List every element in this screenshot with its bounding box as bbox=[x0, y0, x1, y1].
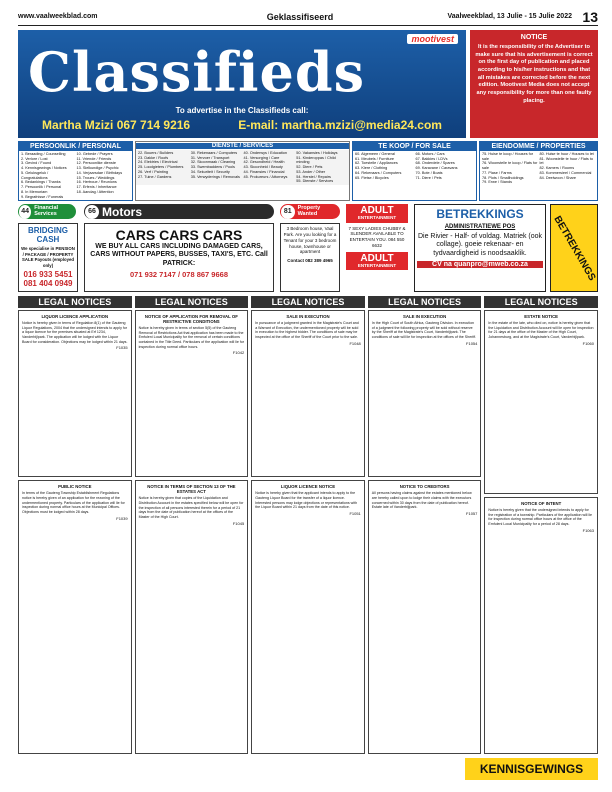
category-item: 78. Plots / Smallholdings bbox=[482, 175, 524, 180]
banner-phone[interactable]: Martha Mzizi 067 714 9216 bbox=[42, 118, 191, 132]
category-services-title: DIENSTE / SERVICES bbox=[136, 143, 349, 149]
category-list bbox=[482, 152, 538, 185]
notice-ref: F1039 bbox=[116, 515, 128, 521]
category-item: 32. Skoonmaak / Cleaning bbox=[190, 160, 236, 165]
notice-box bbox=[135, 480, 249, 754]
category-item: 51. Kinderoppas / Child minding bbox=[296, 155, 336, 165]
category-item: 45. Prokureurs / Attorneys bbox=[243, 174, 288, 179]
category-item: 4. Kennisgewings / Notices bbox=[21, 166, 67, 171]
category-item: 82. Kamers / Rooms bbox=[539, 166, 575, 171]
category-item: 76. Woonstelle te koop / Flats for sale bbox=[482, 161, 538, 171]
notice-ref: F1035 bbox=[116, 345, 128, 351]
property-ad bbox=[280, 223, 340, 292]
category-item: 65. Fietse / Bicycles bbox=[355, 175, 389, 180]
legal-notices bbox=[18, 310, 598, 754]
notice-ref: F1051 bbox=[349, 511, 361, 517]
ad-phone[interactable]: 016 933 5451 bbox=[23, 270, 73, 280]
notice-text: In terms of the Gauteng Township Establishment Regulations notice is hereby given of an application for the rezoning of the undermentioned property. Particulars of the application will lie for inspection during normal office hours at the Municipal Offices. Objections must be lodged within 28 days. bbox=[22, 491, 125, 515]
website-url[interactable]: www.vaalweekblad.com bbox=[18, 13, 98, 20]
notice-box bbox=[18, 480, 132, 754]
motors-header bbox=[84, 204, 274, 219]
category-item: 23. Dakke / Roofs bbox=[138, 155, 169, 160]
category-item: 80. Huise te huur / Houses to let bbox=[539, 152, 594, 156]
ad-subtitle: ADMINISTRATIEWE POS bbox=[444, 224, 516, 230]
legal-notices-label: LEGAL NOTICES bbox=[18, 296, 132, 308]
legal-notices-label: LEGAL NOTICES bbox=[251, 296, 365, 308]
category-for-sale bbox=[352, 141, 477, 201]
category-list bbox=[355, 152, 414, 180]
betrekkings-ad bbox=[414, 204, 546, 292]
notice-ref: F1063 bbox=[582, 527, 594, 533]
category-list bbox=[21, 152, 75, 199]
category-item: 10. Gebede / Prayers bbox=[76, 152, 113, 156]
category-list bbox=[191, 151, 242, 184]
category-item: 12. Persoonlike dienste bbox=[76, 161, 116, 166]
category-item: 17. Erfenis / Inheritance bbox=[76, 185, 117, 190]
category-services bbox=[135, 141, 350, 201]
category-item: 79. Erwe / Stands bbox=[482, 180, 512, 185]
category-item: 67. Bakkies / LDVs bbox=[415, 156, 448, 161]
notice-box bbox=[484, 497, 598, 754]
category-item: 44. Finansies / Financial bbox=[243, 169, 285, 174]
category-list bbox=[244, 151, 295, 184]
page-number: 13 bbox=[582, 8, 598, 25]
category-item: 13. Sielkundige / Psychic bbox=[76, 166, 119, 171]
category-list bbox=[296, 151, 347, 184]
category-item: 24. Elektries / Electrical bbox=[138, 160, 178, 165]
notice-title: NOTICE IN TERMS OF SECTION 13 OF THE ESTATES ACT bbox=[147, 484, 236, 495]
page-header bbox=[18, 8, 598, 26]
category-item: 15. Troues / Weddings bbox=[76, 175, 115, 180]
category-personal-title: PERSOONLIK / PERSONAL bbox=[19, 142, 132, 151]
category-list bbox=[77, 152, 131, 199]
ad-title: CARS CARS CARS bbox=[115, 227, 243, 243]
legal-notices-label: LEGAL NOTICES bbox=[135, 296, 249, 308]
notice-text: Notice is hereby given that copies of the Liquidation and Distribution Account in the estates specified below will be open for the inspection of all persons interested therein for a period of 21 days from the date of publication hereof at the offices of the Master of the High Court. bbox=[138, 496, 244, 520]
ad-subtitle: ENTERTAINMENT bbox=[357, 215, 397, 220]
category-item: 63. Klere / Clothing bbox=[355, 166, 388, 171]
notice-text: Notice is hereby given in terms of section 5(5) of the Gauteng Removal of Restrictions Act that application has been made to the Emfuleni Local Municipality for the removal of certain conditions contained in the Title Deed. Particulars of the application will lie for inspection during normal office hours. bbox=[138, 326, 245, 349]
ad-body: Die Rivier - Half- of voldag. Matriek (ook collage). goeie rekenaar- en tydvaardigheid is noodsaaklik. bbox=[417, 233, 543, 257]
advertiser-notice bbox=[470, 30, 598, 138]
notice-text: In the High Court of South Africa, Gauteng Division. In execution of a judgment the following property will be sold without reserve by the Sheriff at the Magistrate's Court, Vanderbijlpark. The conditions of sale will lie for inspection at the offices of the Sheriff. bbox=[371, 321, 477, 340]
services-row bbox=[18, 204, 598, 292]
category-item: 8. In Memoriam bbox=[21, 189, 48, 194]
category-item: 75. Huise te koop / Houses for sale bbox=[482, 152, 534, 161]
adult-entertainment-ad bbox=[346, 204, 408, 292]
notice-title: SALE IN EXECUTION bbox=[286, 314, 330, 319]
adult-banner bbox=[346, 252, 408, 271]
category-item: 43. Skoonheid / Beauty bbox=[243, 165, 283, 170]
notice-title: ESTATE NOTICE bbox=[524, 314, 559, 319]
banner-email[interactable]: E-mail: martha.mzizi@media24.com bbox=[238, 118, 442, 132]
notice-text: Notice is hereby given in terms of Regulation 8(1) of the Gauteng Liquor Regulations, 2004 that the undersigned intends to apply for a liquor licence for the premises situated at Erf 1234, Vanderbijlpark. The application will be lodged with the Liquor Board for consideration. Objections may be lodged within 21 days. bbox=[22, 321, 128, 344]
ad-email[interactable]: CV na quanpro@mweb.co.za bbox=[417, 261, 543, 268]
category-item: 68. Onderdele / Spares bbox=[415, 161, 455, 166]
category-item: 61. Meubels / Furniture bbox=[355, 156, 395, 161]
property-wanted-header bbox=[280, 204, 340, 219]
category-number: 66 bbox=[85, 205, 99, 219]
issue-date: Vaalweekblad, 13 Julie - 15 Julie 2022 bbox=[447, 13, 572, 20]
notice-ref: F1060 bbox=[582, 340, 594, 346]
ad-body: 7 SEXY LADIES CHUBBY & SLENDER AVAILABLE TO ENTERTAIN YOU. 084 550 6632 bbox=[348, 225, 406, 249]
category-item: 5. Geluksgeluk / Congratulations bbox=[21, 170, 49, 180]
notice-box bbox=[251, 310, 365, 477]
category-item: 25. Loodgieters / Plumbers bbox=[138, 165, 184, 170]
category-item: 69. Karavane / Caravans bbox=[415, 166, 458, 171]
category-item: 14. Verjaarsdae / Birthdays bbox=[76, 170, 123, 175]
ad-phone[interactable]: Contact 082 389 4965 bbox=[287, 258, 333, 264]
category-list bbox=[416, 152, 475, 180]
banner-title: Classifieds bbox=[28, 40, 366, 104]
banner-contacts bbox=[18, 118, 466, 132]
notice-title: NOTICE OF APPLICATION FOR REMOVAL OF RESTRICTIVE CONDITIONS bbox=[144, 314, 238, 324]
category-item: 62. Toestelle / Appliances bbox=[355, 161, 398, 166]
category-item: 33. Swembaddens / Pools bbox=[190, 165, 235, 170]
category-item: 40. Onderwys / Education bbox=[243, 151, 287, 155]
notice-column bbox=[135, 310, 249, 754]
ad-body: 3 Bedroom house, Vaal Park. Are you looking for a Tenant for your 3 bedroom house, townhouse or apartment bbox=[283, 226, 337, 255]
category-item: 81. Woonstelle te huur / Flats to let bbox=[539, 156, 594, 166]
notice-text: In the estate of the late, who died on, notice is hereby given that the Liquidation and Distribution Account will lie open for inspection for 21 days at the office of the Master of the High Court, Johannesburg, and at the Magistrate's Court, Vanderbijlpark. bbox=[488, 321, 594, 340]
banner-subtitle: To advertise in the Classifieds call: bbox=[175, 106, 309, 115]
ad-subtitle: ENTERTAINMENT bbox=[357, 262, 397, 268]
category-label: Property Wanted bbox=[297, 205, 321, 217]
category-item: 34. Sekuriteit / Security bbox=[190, 169, 230, 174]
classifieds-banner bbox=[18, 30, 466, 138]
category-item: 70. Bote / Boats bbox=[415, 170, 443, 175]
notice-heading: NOTICE bbox=[520, 34, 548, 41]
category-item: 84. Deelwoon / Share bbox=[539, 175, 577, 180]
category-properties bbox=[479, 141, 598, 201]
betrekkings-side-banner bbox=[550, 204, 598, 292]
category-item: 50. Vakansies / Holidays bbox=[296, 151, 338, 155]
ad-title: ADULT bbox=[360, 252, 394, 264]
legal-notices-bar bbox=[18, 296, 598, 308]
notice-title: LIQUOR LICENCE APPLICATION bbox=[41, 314, 109, 319]
notice-box bbox=[18, 310, 132, 477]
ad-title: BRIDGING CASH bbox=[28, 226, 68, 244]
category-item: 27. Tuine / Gardens bbox=[138, 174, 172, 179]
category-sale-title: TE KOOP / FOR SALE bbox=[353, 142, 476, 151]
category-item: 42. Gesondheid / Health bbox=[243, 160, 285, 165]
notice-box bbox=[135, 310, 249, 477]
category-item: 1. Beraading / Counselling bbox=[21, 152, 66, 156]
bridging-cash-ad bbox=[18, 223, 78, 292]
financial-services-header bbox=[18, 204, 76, 219]
category-item: 41. Versorging / Care bbox=[243, 155, 280, 160]
category-item: 53. Ander / Other bbox=[296, 169, 326, 174]
legal-notices-label: LEGAL NOTICES bbox=[484, 296, 598, 308]
notice-ref: F1042 bbox=[232, 350, 245, 356]
category-item: 3. Gevind / Found bbox=[21, 161, 52, 166]
notice-title: LIQUOR LICENCE NOTICE bbox=[280, 484, 336, 490]
category-list bbox=[540, 152, 596, 185]
category-item: 9. Begrafnisse / Funerals bbox=[21, 194, 64, 199]
notice-text: Notice is hereby given that the applicant intends to apply to the Gauteng Liquor Board for the transfer of a liquor licence. Interested persons may lodge objections or representations with the Liquor Board within 21 days from the date of this notice. bbox=[255, 491, 358, 510]
category-item: 26. Verf / Painting bbox=[138, 169, 168, 174]
notice-text: In pursuance of a judgment granted in the Magistrate's Court and a Warrant of Execution, the undermentioned property will be sold in execution to the highest bidder. The conditions of sale may be inspected at the office of the Sheriff of the Court prior to the sale. bbox=[255, 321, 359, 340]
category-list bbox=[138, 151, 189, 184]
notice-title: SALE IN EXECUTION bbox=[402, 314, 447, 319]
category-personal bbox=[18, 141, 133, 201]
notice-text: All persons having claims against the estates mentioned below are hereby called upon to lodge their claims with the executors concerned within 30 days from the date of publication hereof. Estate late of Vanderbijlpark. bbox=[371, 491, 472, 510]
category-item: 52. Diere / Pets bbox=[296, 165, 323, 170]
category-item: 64. Rekenaars / Computers bbox=[355, 170, 402, 175]
category-index bbox=[18, 141, 598, 201]
ad-body: WE BUY ALL CARS INCLUDING DAMAGED CARS, CARS WITHOUT PAPERS, BUSSES, TAXI'S, ETC. Call PATRICK: bbox=[90, 243, 268, 267]
ad-title: ADULT bbox=[360, 205, 394, 216]
notice-ref: F1057 bbox=[466, 511, 478, 517]
category-label: Motors bbox=[102, 204, 142, 219]
category-item: 2. Verlore / Lost bbox=[21, 156, 48, 161]
notice-text: Notice is hereby given that the undersigned intends to apply for the registration of a township. Particulars of the application will lie for inspection during normal office hours at the office of the Emfuleni Local Municipality for a period of 28 days. bbox=[488, 507, 593, 526]
notice-column bbox=[18, 310, 132, 754]
category-item: 54. Herstel / Repairs bbox=[296, 174, 331, 179]
notice-column bbox=[251, 310, 365, 754]
ad-phone[interactable]: 071 932 7147 / 078 867 9668 bbox=[129, 270, 228, 280]
category-item: 22. Bouers / Builders bbox=[138, 151, 174, 155]
notice-ref: F1045 bbox=[232, 520, 245, 526]
side-banner-text: BETREKKINGS bbox=[551, 213, 597, 283]
notice-box bbox=[484, 310, 598, 494]
notice-title: PUBLIC NOTICE bbox=[58, 484, 92, 490]
category-item: 6. Bedankings / Thanks bbox=[21, 180, 61, 185]
notice-ref: F1054 bbox=[466, 340, 478, 346]
section-title: Geklassifiseerd bbox=[266, 11, 334, 22]
notice-body: It is the responsibility of the Advertiser to make sure that his advertisement is correct on the first day of publication and placed according to his/her instructions and that all mistakes are corrected before the next edition. Mootivest Media does not accept any responsibility for more than one faulty placing. bbox=[475, 44, 593, 104]
category-item: 71. Diere / Pets bbox=[415, 175, 442, 180]
category-item: 30. Rekenaars / Computers bbox=[190, 151, 238, 155]
category-item: 77. Plase / Farms bbox=[482, 170, 512, 175]
ad-title: BETREKKINGS bbox=[436, 207, 524, 221]
notice-box bbox=[368, 310, 482, 477]
cars-ad bbox=[84, 223, 274, 292]
category-property-title: EIENDOMME / PROPERTIES bbox=[480, 142, 597, 151]
kennisgewings-banner: KENNISGEWINGS bbox=[465, 758, 598, 780]
notice-column bbox=[484, 310, 598, 754]
notice-title: NOTICE TO CREDITORS bbox=[399, 484, 450, 490]
brand-logo: mootivest bbox=[407, 34, 458, 44]
category-item: 16. Hertroue / Reunions bbox=[76, 180, 117, 185]
category-item: 18. Aandag / Attention bbox=[76, 189, 114, 194]
category-number: 81 bbox=[281, 205, 295, 219]
category-item: 35. Verwyderings / Removals bbox=[190, 174, 240, 179]
category-label: Financial Services bbox=[34, 205, 59, 217]
category-number: 44 bbox=[19, 205, 31, 219]
category-item: 7. Persoonlik / Personal bbox=[21, 185, 62, 190]
notice-box bbox=[251, 480, 365, 754]
ad-phone[interactable]: 081 404 0949 bbox=[23, 279, 73, 289]
adult-banner bbox=[346, 204, 408, 223]
category-item: 66. Motors / Cars bbox=[415, 152, 445, 156]
notice-ref: F1048 bbox=[349, 340, 361, 346]
notice-box bbox=[368, 480, 482, 754]
category-item: 11. Vriende / Friends bbox=[76, 156, 112, 161]
notice-column bbox=[368, 310, 482, 754]
notice-title: NOTICE OF INTENT bbox=[521, 500, 562, 506]
legal-notices-label: LEGAL NOTICES bbox=[368, 296, 482, 308]
category-item: 31. Vervoer / Transport bbox=[190, 155, 230, 160]
category-item: 83. Kommersieel / Commercial bbox=[539, 170, 592, 175]
category-item: 55. Dienste / Services bbox=[296, 179, 334, 184]
ad-body: We specialise in PENSION / PACKAGE / PROPERTY SALE Payouts (employed only) bbox=[21, 246, 75, 268]
category-item: 60. Algemeen / General bbox=[355, 152, 395, 156]
